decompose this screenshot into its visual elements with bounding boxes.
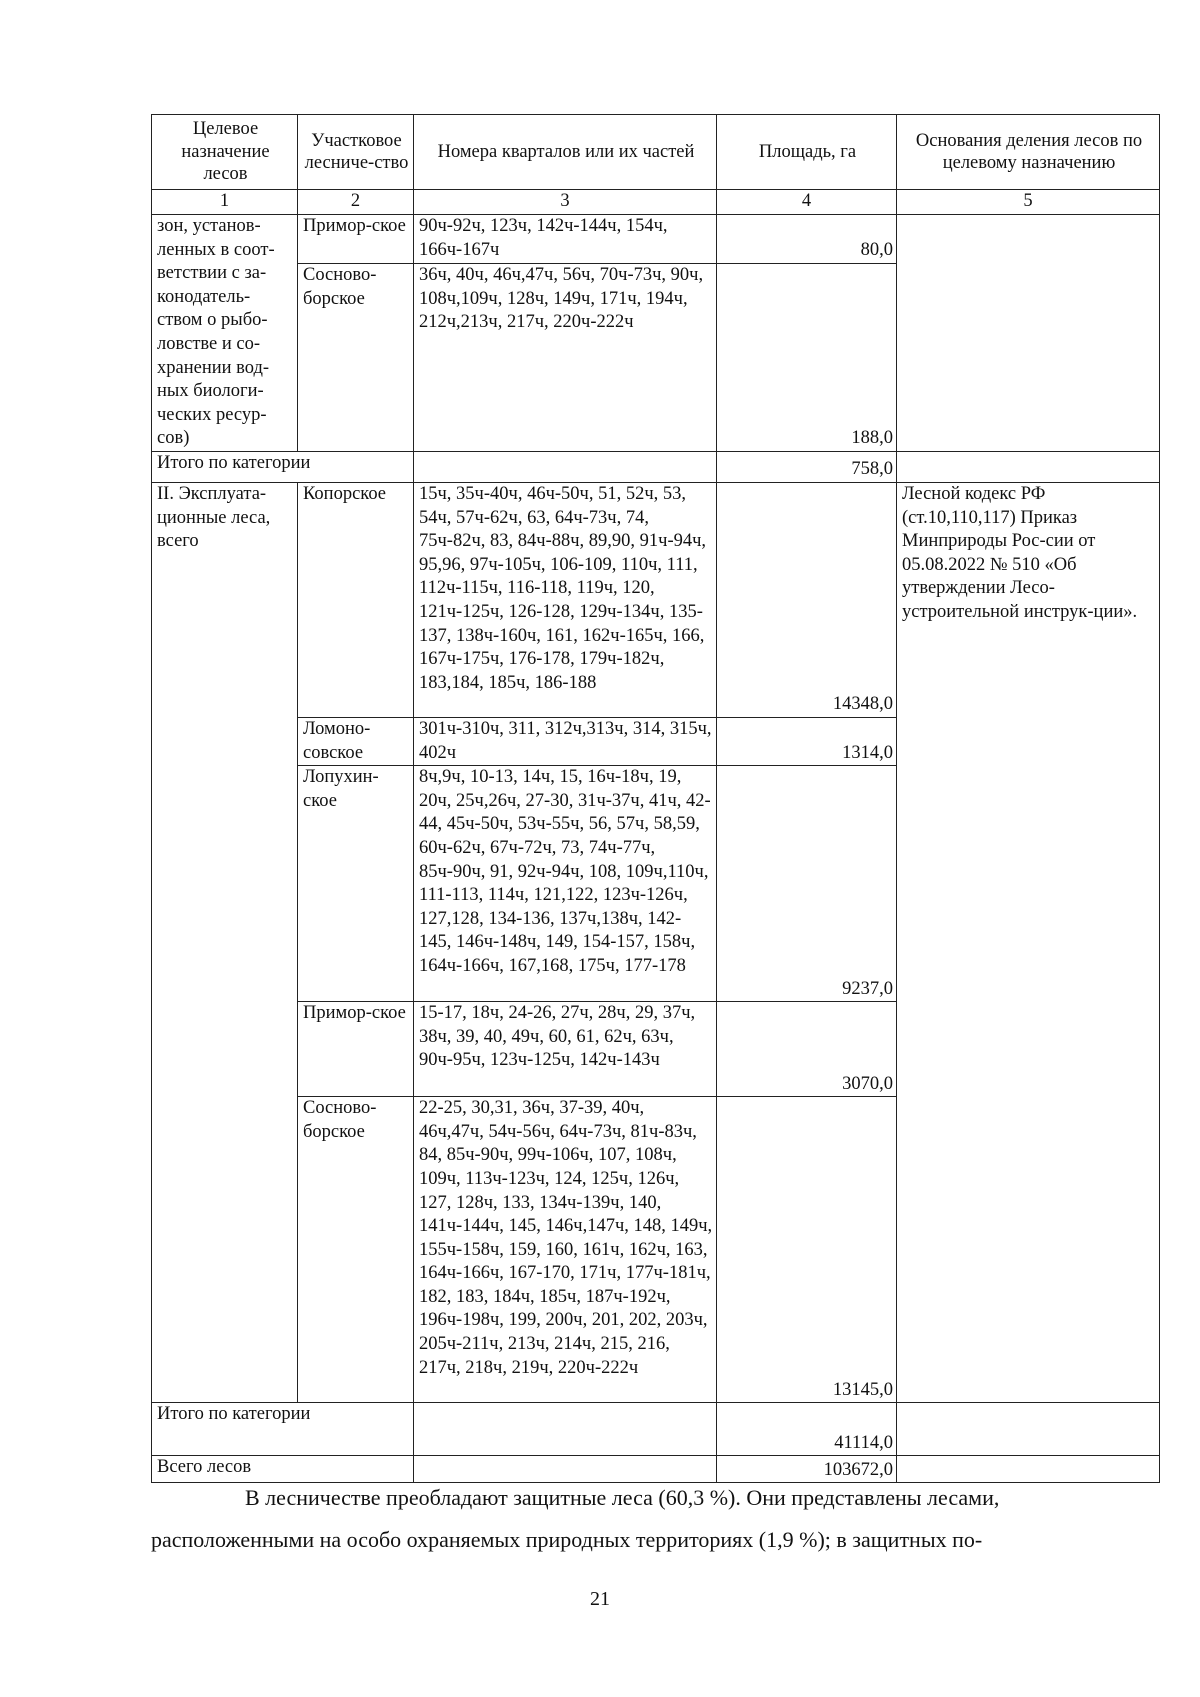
total-row (152, 1456, 1160, 1483)
basis-cell (897, 1456, 1160, 1483)
basis-cell (897, 215, 1160, 452)
header-quarters: Номера кварталов или их частей (414, 115, 717, 190)
basis-cell: Лесной кодекс РФ (ст.10,110,117) Приказ Минприроды Рос-сии от 05.08.2022 № 510 «Об утверждении Лесо-устроительной инструк-ции». (897, 482, 1160, 1402)
quarters-cell (414, 1403, 717, 1456)
quarters-cell: 36ч, 40ч, 46ч,47ч, 56ч, 70ч-73ч, 90ч, 108ч,109ч, 128ч, 149ч, 171ч, 194ч, 212ч,213ч, 217ч, 220ч-222ч (414, 263, 717, 451)
subtotal-label: Итого по категории (152, 1403, 414, 1456)
quarters-cell (414, 1456, 717, 1483)
area-cell: 9237,0 (717, 766, 897, 1002)
table-row (152, 215, 1160, 264)
quarters-cell: 301ч-310ч, 311, 312ч,313ч, 314, 315ч, 402ч (414, 717, 717, 765)
column-number: 5 (897, 190, 1160, 215)
header-row (152, 115, 1160, 190)
header-purpose: Целевое назначение лесов (152, 115, 298, 190)
page-number: 21 (590, 1588, 610, 1610)
area-cell: 13145,0 (717, 1097, 897, 1403)
subtotal-row (152, 451, 1160, 482)
area-cell: 14348,0 (717, 482, 897, 717)
subtotal-area: 758,0 (717, 451, 897, 482)
forestry-cell: Примор-ское (298, 215, 414, 264)
area-cell: 80,0 (717, 215, 897, 264)
body-paragraph-line: В лесничестве преобладают защитные леса (60,3 %). Они представлены лесами, (245, 1485, 1000, 1510)
header-forestry: Участковое лесниче-ство (298, 115, 414, 190)
header-basis: Основания деления лесов по целевому назначению (897, 115, 1160, 190)
quarters-cell: 90ч-92ч, 123ч, 142ч-144ч, 154ч, 166ч-167ч (414, 215, 717, 264)
purpose-cell: зон, установ-ленных в соот-ветствии с за-конодатель-ством о рыбо-ловстве и со-хранении вод-ных биологи-ческих ресур-сов) (152, 215, 298, 452)
column-number: 2 (298, 190, 414, 215)
body-paragraph-line: расположенными на особо охраняемых природных территориях (1,9 %); в защитных по- (151, 1527, 983, 1552)
header-area: Площадь, га (717, 115, 897, 190)
basis-cell (897, 1403, 1160, 1456)
subtotal-area: 41114,0 (717, 1403, 897, 1456)
forestry-cell: Ломоно-совское (298, 717, 414, 765)
forestry-cell: Сосново-борское (298, 1097, 414, 1403)
area-cell: 3070,0 (717, 1002, 897, 1097)
basis-cell (897, 451, 1160, 482)
column-number-row (152, 190, 1160, 215)
quarters-cell: 22-25, 30,31, 36ч, 37-39, 40ч, 46ч,47ч, 54ч-56ч, 64ч-73ч, 81ч-83ч, 84, 85ч-90ч, 99ч-106ч, 107, 108ч, 109ч, 113ч-123ч, 124, 125ч, 126ч, 127, 128ч, 133, 134ч-139ч, 140, 141ч-144ч, 145, 146ч,147ч, 148, 149ч, 155ч-158ч, 159, 160, 161ч, 162ч, 163, 164ч-166ч, 167-170, 171ч, 177ч-181ч, 182, 183, 184ч, 185ч, 187ч-192ч, 196ч-198ч, 199, 200ч, 201, 202, 203ч, 205ч-211ч, 213ч, 214ч, 215, 216, 217ч, 218ч, 219ч, 220ч-222ч (414, 1097, 717, 1403)
quarters-cell (414, 451, 717, 482)
column-number: 3 (414, 190, 717, 215)
forest-purpose-table (151, 114, 1160, 1483)
quarters-cell: 8ч,9ч, 10-13, 14ч, 15, 16ч-18ч, 19, 20ч, 25ч,26ч, 27-30, 31ч-37ч, 41ч, 42-44, 45ч-50ч, 53ч-55ч, 56, 57ч, 58,59, 60ч-62ч, 67ч-72ч, 73, 74ч-77ч, 85ч-90ч, 91, 92ч-94ч, 108, 109ч,110ч, 111-113, 114ч, 121,122, 123ч-126ч, 127,128, 134-136, 137ч,138ч, 142-145, 146ч-148ч, 149, 154-157, 158ч, 164ч-166ч, 167,168, 175ч, 177-178 (414, 766, 717, 1002)
total-label: Всего лесов (152, 1456, 414, 1483)
column-number: 1 (152, 190, 298, 215)
area-cell: 1314,0 (717, 717, 897, 765)
quarters-cell: 15-17, 18ч, 24-26, 27ч, 28ч, 29, 37ч, 38ч, 39, 40, 49ч, 60, 61, 62ч, 63ч, 90ч-95ч, 123ч-125ч, 142ч-143ч (414, 1002, 717, 1097)
area-cell: 188,0 (717, 263, 897, 451)
purpose-cell: II. Эксплуата-ционные леса, всего (152, 482, 298, 1402)
table-row (152, 482, 1160, 717)
subtotal-row (152, 1403, 1160, 1456)
forestry-cell: Примор-ское (298, 1002, 414, 1097)
forestry-cell: Лопухин-ское (298, 766, 414, 1002)
quarters-cell: 15ч, 35ч-40ч, 46ч-50ч, 51, 52ч, 53, 54ч, 57ч-62ч, 63, 64ч-73ч, 74, 75ч-82ч, 83, 84ч-88ч, 89,90, 91ч-94ч, 95,96, 97ч-105ч, 106-109, 110ч, 111, 112ч-115ч, 116-118, 119ч, 120, 121ч-125ч, 126-128, 129ч-134ч, 135-137, 138ч-160ч, 161, 162ч-165ч, 166, 167ч-175ч, 176-178, 179ч-182ч, 183,184, 185ч, 186-188 (414, 482, 717, 717)
forestry-cell: Копорское (298, 482, 414, 717)
subtotal-label: Итого по категории (152, 451, 414, 482)
forestry-cell: Сосново-борское (298, 263, 414, 451)
total-area: 103672,0 (717, 1456, 897, 1483)
column-number: 4 (717, 190, 897, 215)
